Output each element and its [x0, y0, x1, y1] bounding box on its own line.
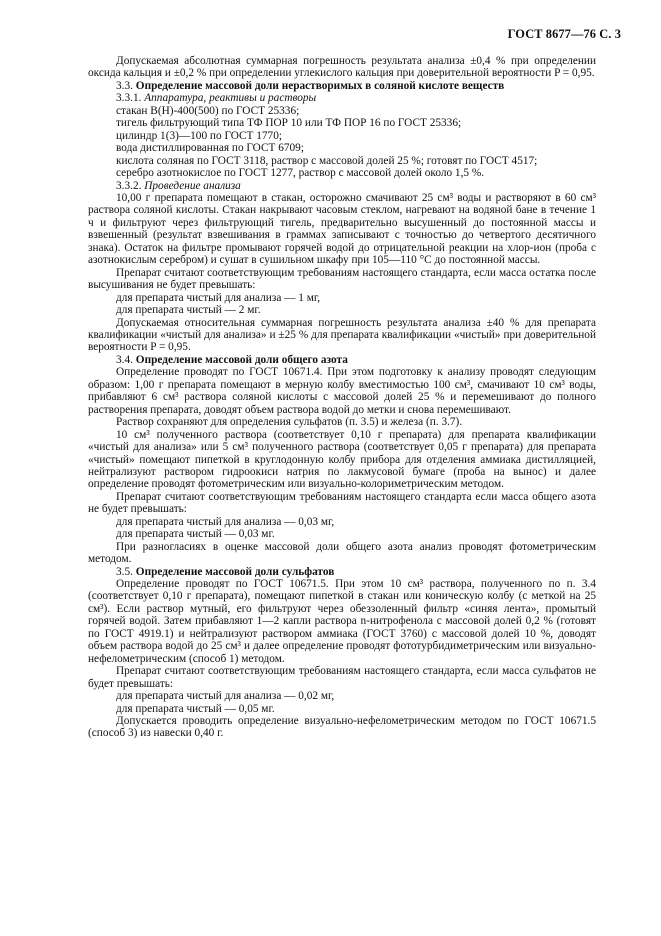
- paragraph: Препарат считают соответствующим требованиям настоящего стандарта, если масса сульфатов не будет превышать:: [88, 665, 596, 690]
- paragraph: 10 см³ полученного раствора (соответствует 0,10 г препарата) для препарата квалификации «чистый для анализа» или 5 см³ полученного раствора (соответствует 0,05 г препарата) для препарата «чистый» помещают пипеткой в круглодонную колбу прибора для отделения аммиака дистилляцией, нейтрализуют раствором гидроокиси натрия по лакмусовой бумаге (проба на вынос) и далее определение проводят фотометрическим или визуально-колориметрическим методом.: [88, 428, 596, 491]
- paragraph: Допускаемая относительная суммарная погрешность результата анализа ±40 % для препарата квалификации «чистый для анализа» и ±25 % для препарата квалификации «чистый» при доверительной вероятности P = 0,95.: [88, 316, 596, 354]
- section-heading-3-3: [88, 80, 596, 92]
- paragraph: Определение проводят по ГОСТ 10671.5. При этом 10 см³ раствора, полученного по п. 3.4 (соответствует 0,10 г препарата), помещают пипеткой в стакан или коническую колбу (с меткой на 25 см³). Если раствор мутный, его фильтруют через обеззоленный фильтр «синяя лента», промытый горячей водой. Затем прибавляют 1—2 капли раствора n-нитрофенола с массовой долей 0,2 % (готовят по ГОСТ 4919.1) и нейтрализуют раствором аммиака (ГОСТ 3760) с массовой долей 10 %, доводят объем раствора водой до 25 см³ и далее определение проводят фототурбидиметрическим или визуально-нефелометрическим (способ 1) методом.: [88, 578, 596, 665]
- list-item: для препарата чистый для анализа — 1 мг,: [116, 291, 321, 304]
- list-item: цилиндр 1(3)—100 по ГОСТ 1770;: [116, 129, 282, 142]
- list-item: для препарата чистый для анализа — 0,02 мг,: [116, 690, 335, 703]
- subsection-heading-3-3-1: [88, 92, 596, 104]
- paragraph: Допускается проводить определение визуально-нефелометрическим методом по ГОСТ 10671.5 (способ 3) из навески 0,40 г.: [88, 715, 596, 740]
- list-item: для препарата чистый — 0,05 мг.: [116, 702, 275, 715]
- section-heading-3-5: [88, 566, 596, 578]
- document-body: [88, 55, 596, 740]
- section-title: Аппаратура, реактивы и растворы: [144, 92, 317, 105]
- section-number: 3.3.: [116, 79, 133, 92]
- section-heading-3-4: [88, 354, 596, 366]
- section-number: 3.3.1.: [116, 92, 142, 105]
- section-title: Определение массовой доли сульфатов: [135, 565, 335, 578]
- paragraph: Определение проводят по ГОСТ 10671.4. При этом подготовку к анализу проводят следующим образом: 1,00 г препарата помещают в мерную колбу вместимостью 100 см³, смачивают 10 см³ воды, прибавляют 6 см³ раствора соляной кислоты с массовой долей 25 % и перемешивают до полного растворения препарата, доводят объем раствора водой до метки и снова перемешивают.: [88, 366, 596, 416]
- paragraph: Допускаемая абсолютная суммарная погрешность результата анализа ±0,4 % при определении оксида кальция и ±0,2 % при определении углекислого кальция при доверительной вероятности P = 0,95.: [88, 55, 596, 80]
- paragraph: Препарат считают соответствующим требованиям настоящего стандарта если масса общего азота не будет превышать:: [88, 490, 596, 516]
- list-item: тигель фильтрующий типа ТФ ПОР 10 или ТФ ПОР 16 по ГОСТ 25336;: [116, 117, 462, 130]
- list-item: вода дистиллированная по ГОСТ 6709;: [116, 142, 304, 155]
- paragraph: Раствор сохраняют для определения сульфатов (п. 3.5) и железа (п. 3.7).: [116, 416, 463, 429]
- list-item: для препарата чистый для анализа — 0,03 мг,: [116, 515, 335, 528]
- subsection-heading-3-3-2: [88, 180, 596, 192]
- paragraph: 10,00 г препарата помещают в стакан, осторожно смачивают 25 см³ воды и растворяют в 60 см³ раствора соляной кислоты. Стакан накрывают часовым стеклом, нагревают на водяной бане в течение 1 ч и фильтруют через фильтрующий тигель, предварительно высушенный до постоянной массы и взвешенный (результат взвешивания в граммах записывают с точностью до четвертого десятичного знака). Остаток на фильтре промывают горячей водой до отрицательной реакции на хлор-ион (проба с азотнокислым серебром) и сушат в сушильном шкафу при 105—110 °С до постоянной массы.: [88, 191, 596, 267]
- paragraph: Препарат считают соответствующим требованиям настоящего стандарта, если масса остатка после высушивания не будет превышать:: [88, 266, 596, 292]
- page-header: ГОСТ 8677—76 С. 3: [507, 27, 621, 41]
- list-item: серебро азотнокислое по ГОСТ 1277, раствор с массовой долей около 1,5 %.: [116, 167, 485, 180]
- section-number: 3.5.: [116, 565, 133, 578]
- list-item: кислота соляная по ГОСТ 3118, раствор с массовой долей 25 %; готовят по ГОСТ 4517;: [116, 154, 538, 167]
- paragraph: При разногласиях в оценке массовой доли общего азота анализ проводят фотометрическим методом.: [88, 540, 596, 566]
- section-number: 3.4.: [116, 353, 133, 366]
- list-item: для препарата чистый — 2 мг.: [116, 304, 261, 317]
- section-number: 3.3.2.: [116, 179, 142, 192]
- list-item: для препарата чистый — 0,03 мг.: [116, 528, 275, 541]
- section-title: Определение массовой доли общего азота: [135, 353, 348, 366]
- section-title: Проведение анализа: [144, 179, 241, 192]
- section-title: Определение массовой доли нерастворимых в соляной кислоте веществ: [135, 79, 505, 92]
- list-item: стакан В(Н)-400(500) по ГОСТ 25336;: [116, 104, 300, 117]
